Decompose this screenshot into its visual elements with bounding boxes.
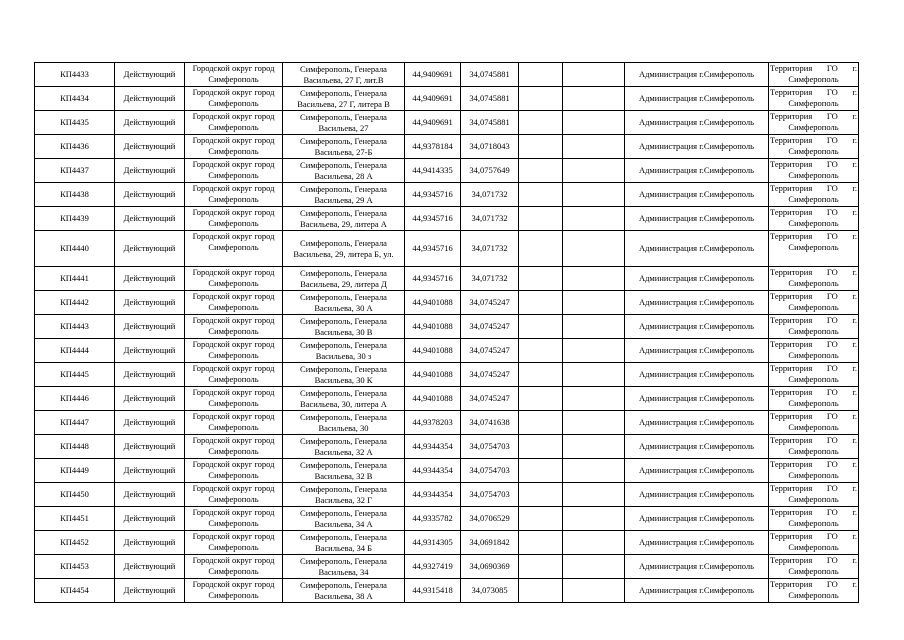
cell-latitude: 44,9409691 — [405, 111, 461, 135]
table-row — [35, 459, 859, 483]
cell-longitude: 34,0745247 — [461, 291, 519, 315]
cell-empty-1 — [519, 579, 563, 603]
cell-empty-1 — [519, 183, 563, 207]
cell-empty-2 — [563, 291, 625, 315]
cell-municipality: Городской округ город Симферополь — [185, 231, 283, 267]
cell-id: КП4434 — [35, 87, 115, 111]
cell-address: Симферополь, Генерала Васильева, 29, литера Б, ул. — [283, 231, 405, 267]
cell-address: Симферополь, Генерала Васильева, 30 з — [283, 339, 405, 363]
cell-territory: Территория ГО г. Симферополь — [769, 267, 859, 291]
cell-empty-2 — [563, 459, 625, 483]
cell-empty-1 — [519, 87, 563, 111]
cell-municipality: Городской округ город Симферополь — [185, 411, 283, 435]
cell-status: Действующий — [115, 87, 185, 111]
cell-id: КП4453 — [35, 555, 115, 579]
cell-status: Действующий — [115, 159, 185, 183]
cell-id: КП4438 — [35, 183, 115, 207]
cell-id: КП4447 — [35, 411, 115, 435]
cell-empty-1 — [519, 483, 563, 507]
cell-address: Симферополь, Генерала Васильева, 30, литера А — [283, 387, 405, 411]
cell-empty-1 — [519, 207, 563, 231]
cell-territory: Территория ГО г. Симферополь — [769, 363, 859, 387]
cell-municipality: Городской округ город Симферополь — [185, 135, 283, 159]
cell-status: Действующий — [115, 507, 185, 531]
cell-municipality: Городской округ город Симферополь — [185, 507, 283, 531]
cell-empty-1 — [519, 291, 563, 315]
cell-empty-2 — [563, 87, 625, 111]
cell-status: Действующий — [115, 315, 185, 339]
cell-address: Симферополь, Генерала Васильева, 34 — [283, 555, 405, 579]
cell-status: Действующий — [115, 207, 185, 231]
cell-address: Симферополь, Генерала Васильева, 38 А — [283, 579, 405, 603]
cell-longitude: 34,0745247 — [461, 315, 519, 339]
cell-territory: Территория ГО г. Симферополь — [769, 387, 859, 411]
cell-id: КП4441 — [35, 267, 115, 291]
cell-empty-1 — [519, 135, 563, 159]
cell-territory: Территория ГО г. Симферополь — [769, 183, 859, 207]
cell-address: Симферополь, Генерала Васильева, 30 В — [283, 315, 405, 339]
cell-empty-2 — [563, 579, 625, 603]
cell-owner: Администрация г.Симферополь — [625, 555, 769, 579]
table-row — [35, 315, 859, 339]
cell-id: КП4449 — [35, 459, 115, 483]
cell-id: КП4439 — [35, 207, 115, 231]
cell-address: Симферополь, Генерала Васильева, 29 А — [283, 183, 405, 207]
cell-municipality: Городской округ город Симферополь — [185, 339, 283, 363]
table-row — [35, 507, 859, 531]
cell-territory: Территория ГО г. Симферополь — [769, 435, 859, 459]
cell-status: Действующий — [115, 555, 185, 579]
cell-empty-1 — [519, 435, 563, 459]
cell-territory: Территория ГО г. Симферополь — [769, 291, 859, 315]
cell-longitude: 34,071732 — [461, 183, 519, 207]
cell-latitude: 44,9345716 — [405, 207, 461, 231]
table-row — [35, 435, 859, 459]
cell-municipality: Городской округ город Симферополь — [185, 207, 283, 231]
cell-address: Симферополь, Генерала Васильева, 32 Г — [283, 483, 405, 507]
cell-owner: Администрация г.Симферополь — [625, 315, 769, 339]
cell-empty-2 — [563, 339, 625, 363]
cell-id: КП4442 — [35, 291, 115, 315]
table-row — [35, 111, 859, 135]
table-row — [35, 135, 859, 159]
cell-longitude: 34,071732 — [461, 207, 519, 231]
cell-status: Действующий — [115, 63, 185, 87]
cell-territory: Территория ГО г. Симферополь — [769, 315, 859, 339]
cell-address: Симферополь, Генерала Васильева, 27 Г, лит.В — [283, 63, 405, 87]
cell-id: КП4437 — [35, 159, 115, 183]
cell-municipality: Городской округ город Симферополь — [185, 435, 283, 459]
cell-empty-2 — [563, 387, 625, 411]
cell-latitude: 44,9344354 — [405, 483, 461, 507]
cell-owner: Администрация г.Симферополь — [625, 459, 769, 483]
cell-longitude: 34,0745881 — [461, 63, 519, 87]
cell-id: КП4448 — [35, 435, 115, 459]
table-row — [35, 363, 859, 387]
cell-empty-2 — [563, 267, 625, 291]
cell-status: Действующий — [115, 483, 185, 507]
cell-territory: Территория ГО г. Симферополь — [769, 159, 859, 183]
cell-longitude: 34,0745247 — [461, 363, 519, 387]
cell-owner: Администрация г.Симферополь — [625, 579, 769, 603]
cell-longitude: 34,0741638 — [461, 411, 519, 435]
cell-latitude: 44,9344354 — [405, 459, 461, 483]
cell-latitude: 44,9414335 — [405, 159, 461, 183]
table-row — [35, 483, 859, 507]
table-row — [35, 231, 859, 267]
cell-empty-1 — [519, 507, 563, 531]
cell-longitude: 34,0745881 — [461, 87, 519, 111]
cell-empty-1 — [519, 315, 563, 339]
cell-empty-2 — [563, 135, 625, 159]
cell-latitude: 44,9345716 — [405, 267, 461, 291]
cell-id: КП4445 — [35, 363, 115, 387]
cell-id: КП4436 — [35, 135, 115, 159]
cell-municipality: Городской округ город Симферополь — [185, 63, 283, 87]
cell-territory: Территория ГО г. Симферополь — [769, 63, 859, 87]
cell-status: Действующий — [115, 387, 185, 411]
cell-empty-2 — [563, 411, 625, 435]
cell-owner: Администрация г.Симферополь — [625, 135, 769, 159]
cell-empty-1 — [519, 339, 563, 363]
cell-territory: Территория ГО г. Симферополь — [769, 87, 859, 111]
cell-empty-1 — [519, 159, 563, 183]
cell-empty-2 — [563, 483, 625, 507]
registry-table — [34, 62, 859, 603]
cell-id: КП4444 — [35, 339, 115, 363]
cell-empty-2 — [563, 111, 625, 135]
table-row — [35, 339, 859, 363]
cell-territory: Территория ГО г. Симферополь — [769, 579, 859, 603]
table-row — [35, 159, 859, 183]
cell-empty-2 — [563, 159, 625, 183]
cell-latitude: 44,9401088 — [405, 339, 461, 363]
cell-latitude: 44,9314305 — [405, 531, 461, 555]
cell-latitude: 44,9401088 — [405, 291, 461, 315]
cell-empty-1 — [519, 459, 563, 483]
cell-status: Действующий — [115, 267, 185, 291]
cell-latitude: 44,9378203 — [405, 411, 461, 435]
cell-owner: Администрация г.Симферополь — [625, 339, 769, 363]
cell-longitude: 34,0691842 — [461, 531, 519, 555]
cell-status: Действующий — [115, 531, 185, 555]
cell-address: Симферополь, Генерала Васильева, 32 А — [283, 435, 405, 459]
table-row — [35, 87, 859, 111]
cell-municipality: Городской округ город Симферополь — [185, 111, 283, 135]
cell-status: Действующий — [115, 291, 185, 315]
cell-municipality: Городской округ город Симферополь — [185, 579, 283, 603]
cell-status: Действующий — [115, 435, 185, 459]
table-row — [35, 63, 859, 87]
cell-territory: Территория ГО г. Симферополь — [769, 555, 859, 579]
cell-latitude: 44,9344354 — [405, 435, 461, 459]
cell-longitude: 34,0745247 — [461, 339, 519, 363]
cell-longitude: 34,0757649 — [461, 159, 519, 183]
cell-empty-2 — [563, 507, 625, 531]
cell-empty-1 — [519, 531, 563, 555]
cell-owner: Администрация г.Симферополь — [625, 207, 769, 231]
table-row — [35, 267, 859, 291]
cell-owner: Администрация г.Симферополь — [625, 411, 769, 435]
cell-address: Симферополь, Генерала Васильева, 30 К — [283, 363, 405, 387]
cell-municipality: Городской округ город Симферополь — [185, 183, 283, 207]
cell-empty-2 — [563, 63, 625, 87]
cell-empty-1 — [519, 111, 563, 135]
cell-latitude: 44,9409691 — [405, 87, 461, 111]
cell-territory: Территория ГО г. Симферополь — [769, 339, 859, 363]
cell-longitude: 34,0745247 — [461, 387, 519, 411]
cell-owner: Администрация г.Симферополь — [625, 387, 769, 411]
cell-territory: Территория ГО г. Симферополь — [769, 411, 859, 435]
cell-status: Действующий — [115, 135, 185, 159]
cell-owner: Администрация г.Симферополь — [625, 231, 769, 267]
table-row — [35, 387, 859, 411]
cell-id: КП4451 — [35, 507, 115, 531]
cell-owner: Администрация г.Симферополь — [625, 87, 769, 111]
cell-owner: Администрация г.Симферополь — [625, 507, 769, 531]
cell-id: КП4443 — [35, 315, 115, 339]
cell-empty-2 — [563, 555, 625, 579]
cell-empty-2 — [563, 207, 625, 231]
cell-owner: Администрация г.Симферополь — [625, 435, 769, 459]
cell-longitude: 34,071732 — [461, 267, 519, 291]
cell-municipality: Городской округ город Симферополь — [185, 315, 283, 339]
cell-id: КП4454 — [35, 579, 115, 603]
cell-latitude: 44,9409691 — [405, 63, 461, 87]
cell-municipality: Городской округ город Симферополь — [185, 387, 283, 411]
cell-latitude: 44,9378184 — [405, 135, 461, 159]
cell-address: Симферополь, Генерала Васильева, 34 А — [283, 507, 405, 531]
cell-territory: Территория ГО г. Симферополь — [769, 507, 859, 531]
cell-empty-1 — [519, 363, 563, 387]
table-row — [35, 183, 859, 207]
cell-owner: Администрация г.Симферополь — [625, 363, 769, 387]
table-row — [35, 291, 859, 315]
cell-status: Действующий — [115, 459, 185, 483]
table-row — [35, 207, 859, 231]
cell-id: КП4452 — [35, 531, 115, 555]
cell-id: КП4450 — [35, 483, 115, 507]
cell-status: Действующий — [115, 579, 185, 603]
table-body — [35, 63, 859, 603]
cell-latitude: 44,9345716 — [405, 183, 461, 207]
cell-longitude: 34,0754703 — [461, 435, 519, 459]
cell-latitude: 44,9315418 — [405, 579, 461, 603]
cell-id: КП4446 — [35, 387, 115, 411]
cell-municipality: Городской округ город Симферополь — [185, 459, 283, 483]
cell-empty-1 — [519, 267, 563, 291]
cell-status: Действующий — [115, 231, 185, 267]
cell-longitude: 34,0706529 — [461, 507, 519, 531]
cell-municipality: Городской округ город Симферополь — [185, 555, 283, 579]
cell-address: Симферополь, Генерала Васильева, 29, литера Д — [283, 267, 405, 291]
cell-territory: Территория ГО г. Симферополь — [769, 483, 859, 507]
cell-latitude: 44,9335782 — [405, 507, 461, 531]
cell-latitude: 44,9327419 — [405, 555, 461, 579]
cell-owner: Администрация г.Симферополь — [625, 291, 769, 315]
cell-status: Действующий — [115, 411, 185, 435]
cell-address: Симферополь, Генерала Васильева, 29, литера А — [283, 207, 405, 231]
cell-latitude: 44,9401088 — [405, 315, 461, 339]
cell-status: Действующий — [115, 339, 185, 363]
cell-latitude: 44,9401088 — [405, 387, 461, 411]
cell-longitude: 34,0754703 — [461, 459, 519, 483]
cell-longitude: 34,0745881 — [461, 111, 519, 135]
cell-owner: Администрация г.Симферополь — [625, 267, 769, 291]
cell-address: Симферополь, Генерала Васильева, 27 Г, литера В — [283, 87, 405, 111]
cell-territory: Территория ГО г. Симферополь — [769, 531, 859, 555]
cell-address: Симферополь, Генерала Васильева, 28 А — [283, 159, 405, 183]
cell-owner: Администрация г.Симферополь — [625, 63, 769, 87]
cell-address: Симферополь, Генерала Васильева, 27 — [283, 111, 405, 135]
cell-empty-2 — [563, 363, 625, 387]
cell-longitude: 34,073085 — [461, 579, 519, 603]
cell-empty-2 — [563, 231, 625, 267]
cell-owner: Администрация г.Симферополь — [625, 111, 769, 135]
cell-id: КП4440 — [35, 231, 115, 267]
cell-latitude: 44,9401088 — [405, 363, 461, 387]
cell-empty-1 — [519, 411, 563, 435]
table-row — [35, 411, 859, 435]
cell-owner: Администрация г.Симферополь — [625, 531, 769, 555]
cell-empty-1 — [519, 231, 563, 267]
cell-longitude: 34,071732 — [461, 231, 519, 267]
cell-address: Симферополь, Генерала Васильева, 34 Б — [283, 531, 405, 555]
cell-municipality: Городской округ город Симферополь — [185, 363, 283, 387]
cell-empty-1 — [519, 63, 563, 87]
cell-empty-1 — [519, 387, 563, 411]
cell-municipality: Городской округ город Симферополь — [185, 483, 283, 507]
cell-empty-2 — [563, 183, 625, 207]
cell-territory: Территория ГО г. Симферополь — [769, 231, 859, 267]
cell-address: Симферополь, Генерала Васильева, 32 В — [283, 459, 405, 483]
cell-longitude: 34,0690369 — [461, 555, 519, 579]
cell-address: Симферополь, Генерала Васильева, 30 А — [283, 291, 405, 315]
cell-address: Симферополь, Генерала Васильева, 30 — [283, 411, 405, 435]
cell-empty-1 — [519, 555, 563, 579]
table-row — [35, 555, 859, 579]
cell-id: КП4435 — [35, 111, 115, 135]
cell-address: Симферополь, Генерала Васильева, 27-Б — [283, 135, 405, 159]
cell-id: КП4433 — [35, 63, 115, 87]
cell-longitude: 34,0754703 — [461, 483, 519, 507]
cell-owner: Администрация г.Симферополь — [625, 483, 769, 507]
cell-territory: Территория ГО г. Симферополь — [769, 459, 859, 483]
cell-territory: Территория ГО г. Симферополь — [769, 135, 859, 159]
cell-status: Действующий — [115, 183, 185, 207]
cell-status: Действующий — [115, 111, 185, 135]
cell-empty-2 — [563, 315, 625, 339]
cell-territory: Территория ГО г. Симферополь — [769, 207, 859, 231]
cell-owner: Администрация г.Симферополь — [625, 183, 769, 207]
cell-municipality: Городской округ город Симферополь — [185, 291, 283, 315]
cell-status: Действующий — [115, 363, 185, 387]
cell-municipality: Городской округ город Симферополь — [185, 87, 283, 111]
cell-longitude: 34,0718043 — [461, 135, 519, 159]
table-row — [35, 531, 859, 555]
cell-latitude: 44,9345716 — [405, 231, 461, 267]
table-row — [35, 579, 859, 603]
cell-owner: Администрация г.Симферополь — [625, 159, 769, 183]
cell-empty-2 — [563, 435, 625, 459]
cell-territory: Территория ГО г. Симферополь — [769, 111, 859, 135]
cell-empty-2 — [563, 531, 625, 555]
cell-municipality: Городской округ город Симферополь — [185, 159, 283, 183]
cell-municipality: Городской округ город Симферополь — [185, 531, 283, 555]
cell-municipality: Городской округ город Симферополь — [185, 267, 283, 291]
